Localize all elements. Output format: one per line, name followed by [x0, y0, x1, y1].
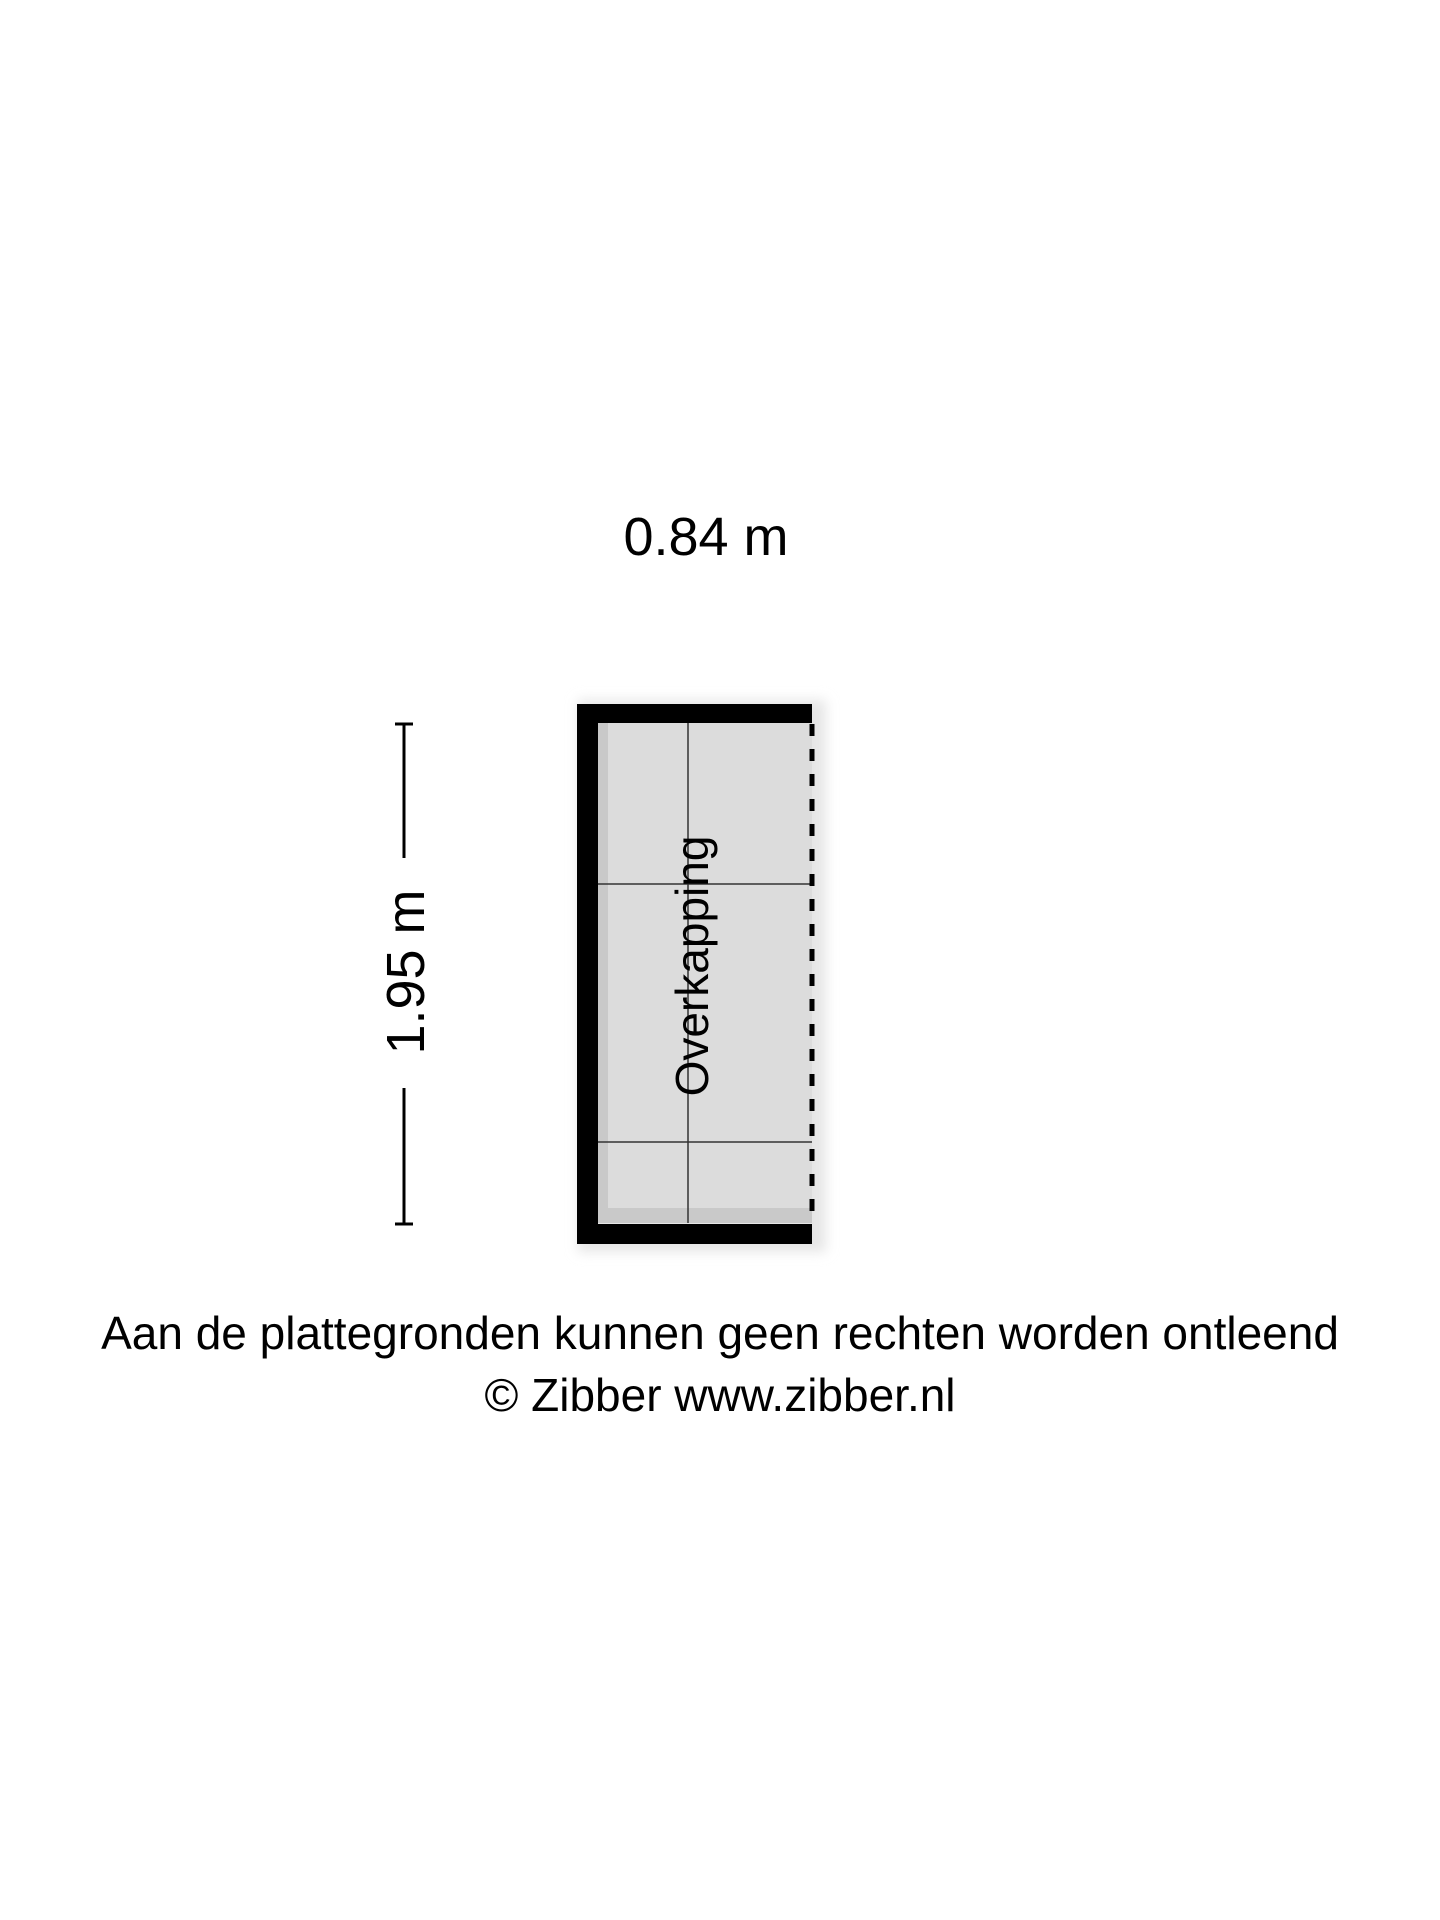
room-overkapping [577, 700, 826, 1252]
height-dimension [376, 724, 436, 1224]
height-dimension-label: 1.95 m [376, 889, 436, 1055]
copyright-text: © Zibber www.zibber.nl [484, 1369, 956, 1421]
width-dimension-label: 0.84 m [623, 507, 789, 567]
disclaimer-text: Aan de plattegronden kunnen geen rechten worden ontleend [101, 1307, 1339, 1359]
room-label: Overkapping [666, 835, 718, 1097]
